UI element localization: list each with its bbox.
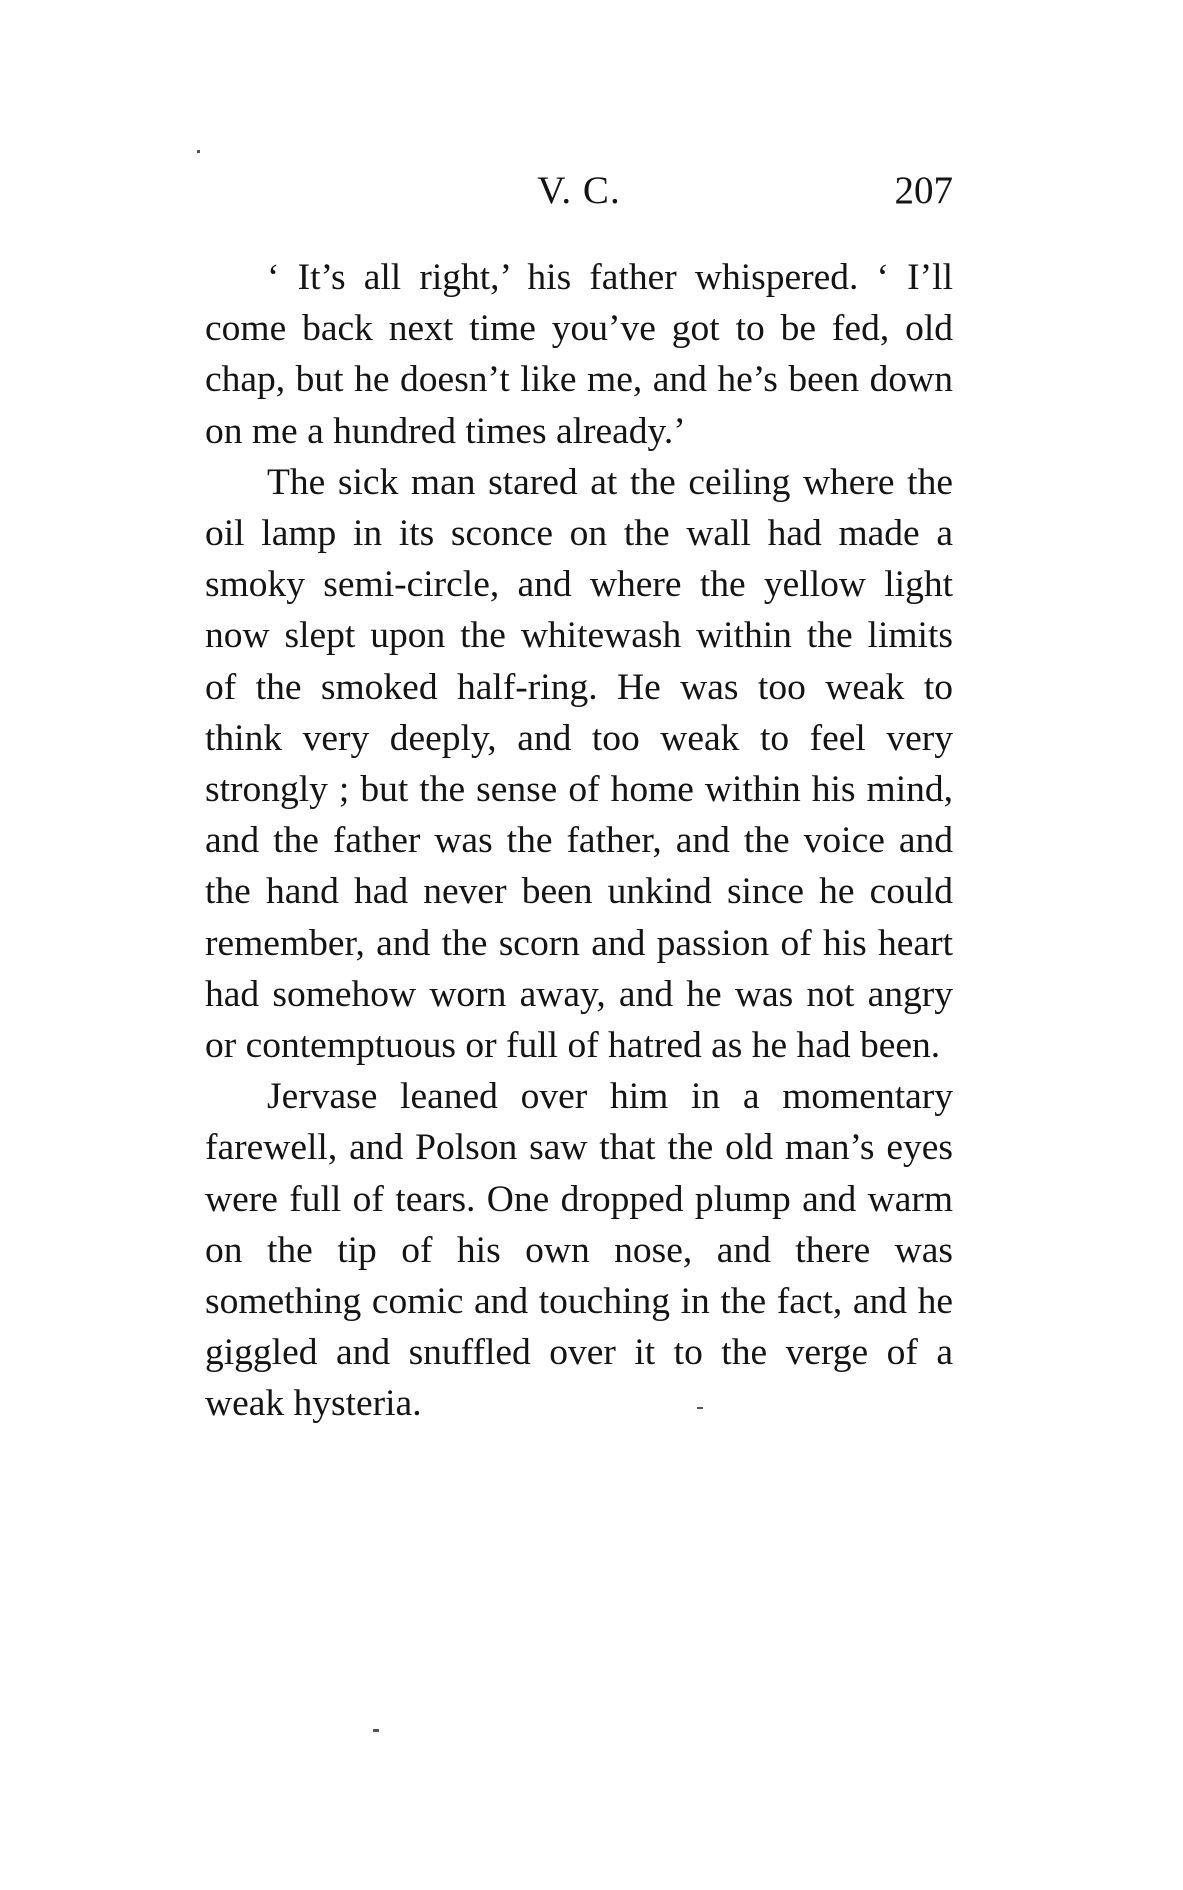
running-header	[205, 168, 953, 228]
scan-speck	[697, 1407, 703, 1409]
paragraph: ‘ It’s all right,’ his father whispered. ‘ I’ll come back next time you’ve got to be fed, old chap, but he doesn’t like me, and he’s been down on me a hundred times already.’	[205, 257, 953, 452]
scan-speck	[373, 1729, 379, 1732]
page-number: 207	[894, 169, 953, 212]
running-title: V. C.	[537, 169, 621, 212]
paragraph: Jervase leaned over him in a momentary farewell, and Polson saw that the old man’s eyes were full of tears. One dropped plump and warm on the tip of his own nose, and there was something comic and touching in the fact, and he giggled and snuffled over it to the verge of a weak hysteria.	[205, 1076, 953, 1425]
scan-speck	[197, 150, 200, 153]
body-text	[205, 252, 953, 1430]
paragraph: The sick man stared at the ceiling where the oil lamp in its sconce on the wall had made a smoky semi-circle, and where the yellow light now slept upon the whitewash within the limits of the smoked half-ring. He was too weak to think very deeply, and too weak to feel very strongly ; but the sense of home within his mind, and the father was the father, and the voice and the hand had never been unkind since he could remember, and the scorn and passion of his heart had somehow worn away, and he was not angry or contemptuous or full of hatred as he had been.	[205, 461, 953, 1067]
